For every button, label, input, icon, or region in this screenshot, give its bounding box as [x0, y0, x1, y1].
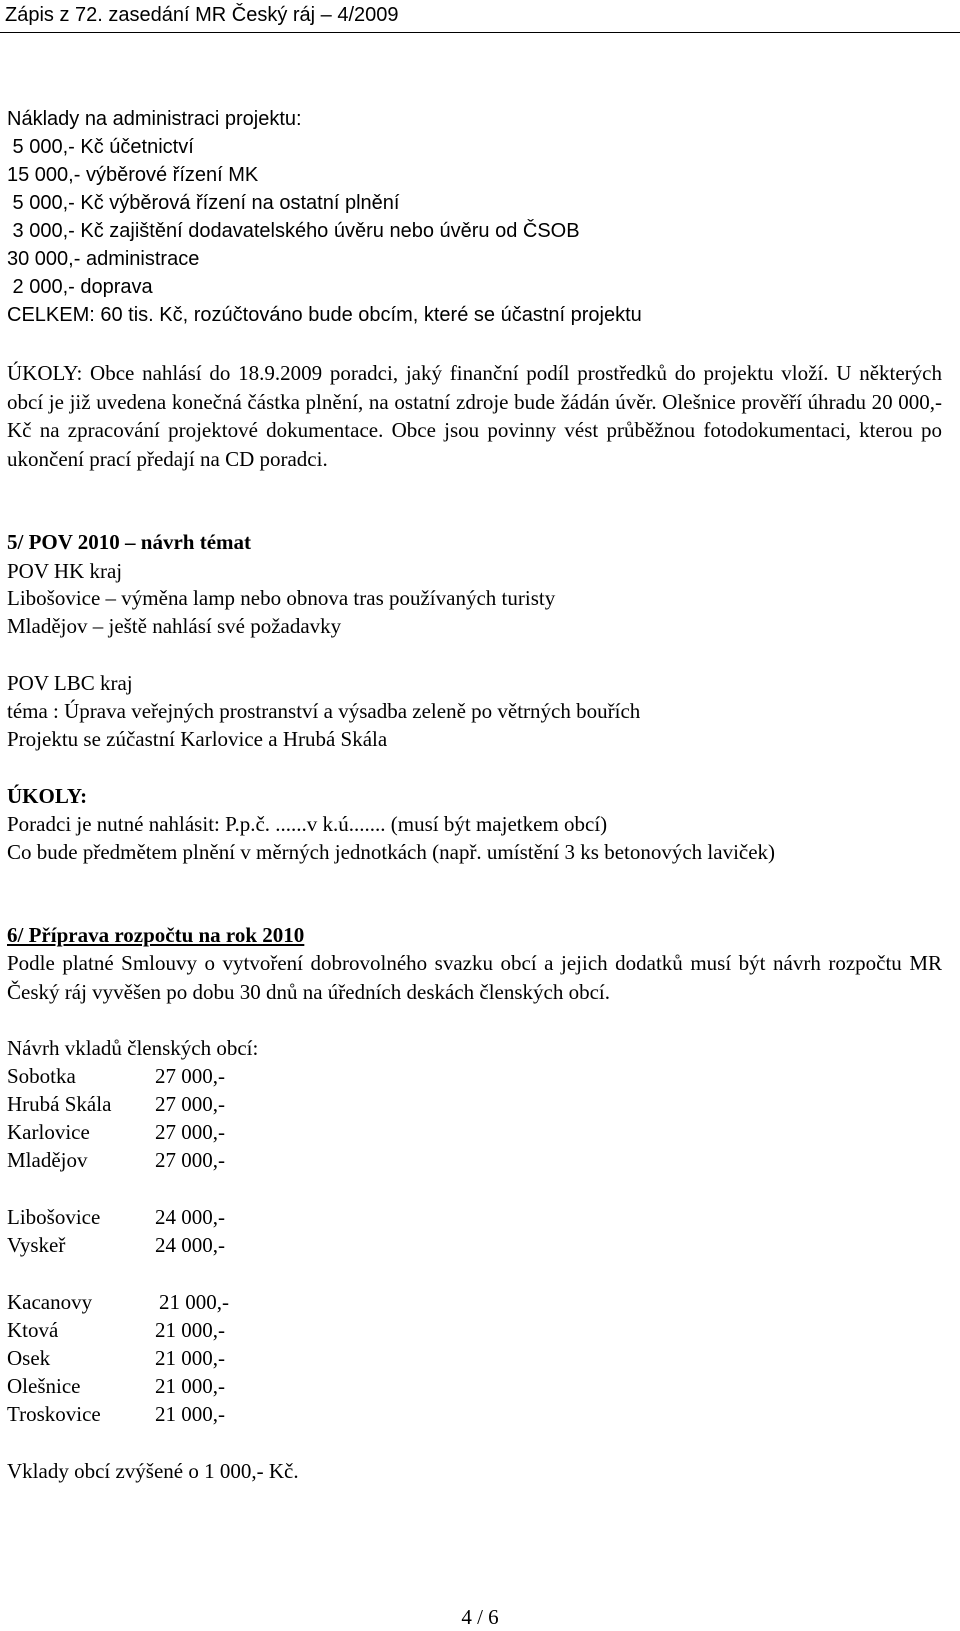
deposit-amount: 27 000,-	[155, 1064, 225, 1088]
municipality-name: Troskovice	[7, 1402, 101, 1426]
deposit-row	[7, 1345, 225, 1371]
deposit-row	[7, 1063, 225, 1089]
deposit-amount: 21 000,-	[155, 1318, 225, 1342]
deposit-row	[7, 1119, 225, 1145]
deposit-row	[7, 1204, 225, 1230]
section-5-line: téma : Úprava veřejných prostranství a výsadba zeleně po větrných bouřích	[7, 699, 641, 723]
deposit-row	[7, 1317, 225, 1343]
municipality-name: Vyskeř	[7, 1233, 66, 1257]
section-5-line: POV HK kraj	[7, 559, 123, 583]
deposits-note: Vklady obcí zvýšené o 1 000,- Kč.	[7, 1459, 299, 1483]
section-5-line: Projektu se zúčastní Karlovice a Hrubá Skála	[7, 727, 388, 751]
cost-item: 5 000,- Kč výběrová řízení na ostatní plnění	[7, 192, 400, 214]
deposit-row	[7, 1373, 225, 1399]
deposit-amount: 24 000,-	[155, 1233, 225, 1257]
deposit-amount: 21 000,-	[155, 1402, 225, 1426]
ukoly-heading: ÚKOLY:	[7, 784, 88, 808]
cost-item: 15 000,- výběrové řízení MK	[7, 164, 259, 186]
section-6-paragraph: Podle platné Smlouvy o vytvoření dobrovolného svazku obcí a jejich dodatků musí být návrh rozpočtu MR Český ráj vyvěšen po dobu 30 dnů na úředních deskách členských obcí.	[7, 951, 942, 1004]
section-5-heading: 5/ POV 2010 – návrh témat	[7, 530, 252, 554]
municipality-name: Karlovice	[7, 1120, 90, 1144]
costs-heading: Náklady na administraci projektu:	[7, 108, 302, 130]
municipality-name: Mladějov	[7, 1148, 88, 1172]
cost-item: 2 000,- doprava	[7, 276, 153, 298]
ukoly-line: Co bude předmětem plnění v měrných jednotkách (např. umístění 3 ks betonových laviček)	[7, 840, 776, 864]
municipality-name: Sobotka	[7, 1064, 76, 1088]
municipality-name: Olešnice	[7, 1374, 81, 1398]
deposit-amount: 24 000,-	[155, 1205, 225, 1229]
deposit-row	[7, 1289, 229, 1315]
section-5-line: POV LBC kraj	[7, 671, 133, 695]
municipality-name: Kacanovy	[7, 1290, 93, 1314]
cost-item: 30 000,- administrace	[7, 248, 200, 270]
municipality-name: Osek	[7, 1346, 51, 1370]
deposit-amount: 27 000,-	[155, 1092, 225, 1116]
deposit-row	[7, 1232, 225, 1258]
deposit-amount: 21 000,-	[155, 1346, 225, 1370]
section-6-heading: 6/ Příprava rozpočtu na rok 2010	[7, 923, 305, 947]
ukoly-line: Poradci je nutné nahlásit: P.p.č. ......v k.ú....... (musí být majetkem obcí)	[7, 812, 608, 836]
section-5-line: Libošovice – výměna lamp nebo obnova tras používaných turisty	[7, 586, 556, 610]
ukoly-paragraph: ÚKOLY: Obce nahlásí do 18.9.2009 poradci, jaký finanční podíl prostředků do projektu vloží. U některých obcí je již uvedena konečná částka plnění, na ostatní zdroje bude žádán úvěr. Olešnice prověří úhradu 20 000,- Kč na zpracování projektové dokumentace. Obce jsou povinny vést průběžnou fotodokumentaci, kterou po ukončení prací předají na CD poradci.	[7, 361, 942, 471]
page-header-title: Zápis z 72. zasedání MR Český ráj – 4/2009	[5, 4, 399, 26]
deposit-row	[7, 1401, 225, 1427]
municipality-name: Ktová	[7, 1318, 59, 1342]
cost-item: 5 000,- Kč účetnictví	[7, 136, 194, 158]
municipality-name: Hrubá Skála	[7, 1092, 112, 1116]
deposit-amount: 27 000,-	[155, 1148, 225, 1172]
cost-item: 3 000,- Kč zajištění dodavatelského úvěru nebo úvěru od ČSOB	[7, 220, 580, 242]
deposit-row	[7, 1091, 225, 1117]
deposit-amount: 21 000,-	[159, 1290, 229, 1314]
page-number: 4 / 6	[461, 1605, 499, 1629]
header-divider	[0, 32, 960, 33]
costs-total: CELKEM: 60 tis. Kč, rozúčtováno bude obcím, které se účastní projektu	[7, 304, 642, 326]
deposit-row	[7, 1147, 225, 1173]
deposit-amount: 27 000,-	[155, 1120, 225, 1144]
section-5-line: Mladějov – ještě nahlásí své požadavky	[7, 614, 342, 638]
municipality-name: Libošovice	[7, 1205, 101, 1229]
deposit-amount: 21 000,-	[155, 1374, 225, 1398]
deposits-heading: Návrh vkladů členských obcí:	[7, 1036, 259, 1060]
